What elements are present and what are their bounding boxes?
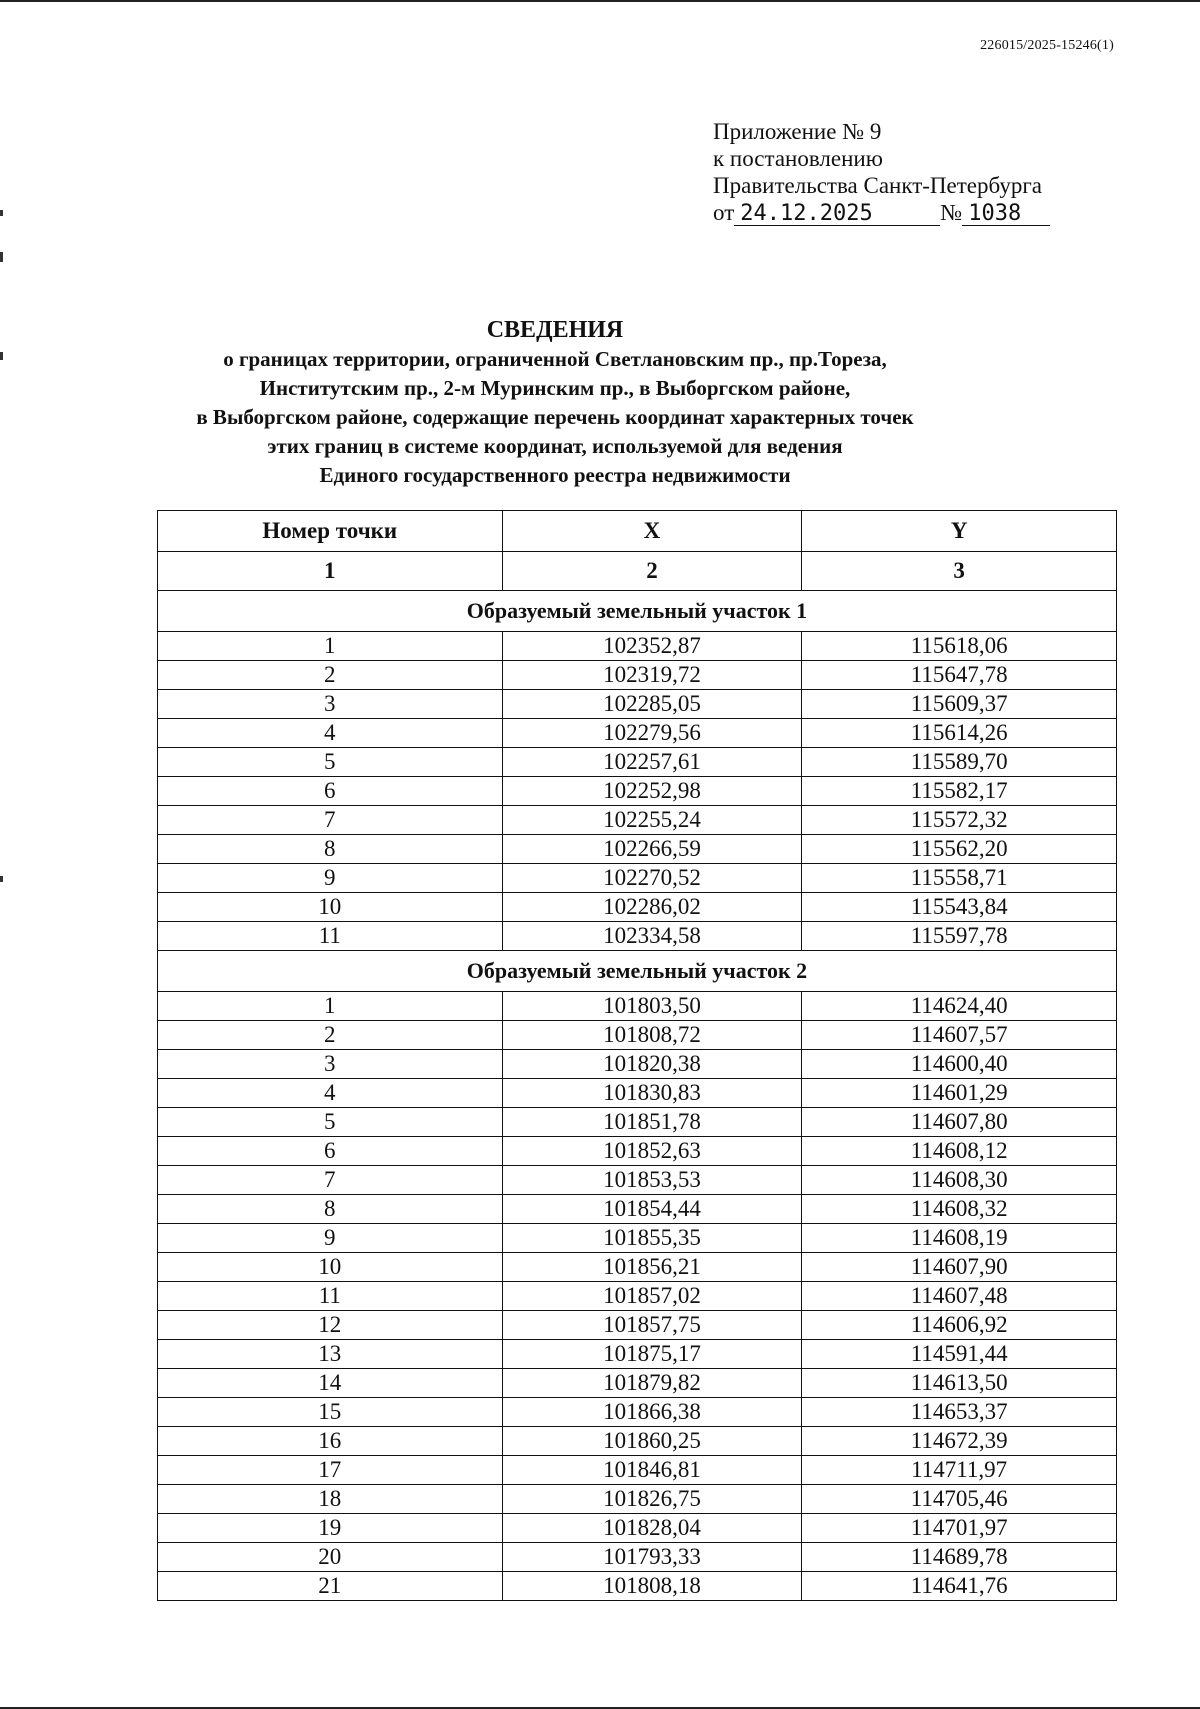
point-number-cell: 16 xyxy=(158,1427,503,1456)
y-coordinate-cell: 114607,48 xyxy=(802,1282,1117,1311)
x-coordinate-cell: 101808,18 xyxy=(502,1572,802,1601)
y-coordinate-cell: 114624,40 xyxy=(802,992,1117,1021)
table-row xyxy=(158,1079,1117,1108)
title-line-2: Институтским пр., 2-м Муринским пр., в Выборгском районе, xyxy=(259,376,851,400)
x-coordinate-cell: 102286,02 xyxy=(502,893,802,922)
x-coordinate-cell: 102334,58 xyxy=(502,922,802,951)
point-number-cell: 12 xyxy=(158,1311,503,1340)
annex-date-line xyxy=(713,199,1050,226)
x-coordinate-cell: 101808,72 xyxy=(502,1021,802,1050)
annex-line-3: Правительства Санкт-Петербурга xyxy=(713,173,1042,198)
x-coordinate-cell: 102270,52 xyxy=(502,864,802,893)
y-coordinate-cell: 114672,39 xyxy=(802,1427,1117,1456)
table-row xyxy=(158,1282,1117,1311)
y-coordinate-cell: 115543,84 xyxy=(802,893,1117,922)
title-line-1: о границах территории, ограниченной Светлановским пр., пр.Тореза, xyxy=(223,347,887,371)
table-row xyxy=(158,1543,1117,1572)
y-coordinate-cell: 114705,46 xyxy=(802,1485,1117,1514)
x-coordinate-cell: 101866,38 xyxy=(502,1398,802,1427)
x-coordinate-cell: 102266,59 xyxy=(502,835,802,864)
y-coordinate-cell: 114641,76 xyxy=(802,1572,1117,1601)
y-coordinate-cell: 114591,44 xyxy=(802,1340,1117,1369)
table-row xyxy=(158,1166,1117,1195)
table-row xyxy=(158,1195,1117,1224)
header-x: X xyxy=(502,511,802,552)
document-title: СВЕДЕНИЯ xyxy=(486,317,624,343)
scan-mark xyxy=(0,252,3,262)
table-body xyxy=(158,591,1117,1601)
table-row xyxy=(158,1224,1117,1253)
point-number-cell: 4 xyxy=(158,1079,503,1108)
point-number-cell: 6 xyxy=(158,1137,503,1166)
x-coordinate-cell: 102352,87 xyxy=(502,632,802,661)
x-coordinate-cell: 101857,75 xyxy=(502,1311,802,1340)
point-number-cell: 10 xyxy=(158,1253,503,1282)
y-coordinate-cell: 114608,32 xyxy=(802,1195,1117,1224)
table-row xyxy=(158,806,1117,835)
point-number-cell: 7 xyxy=(158,1166,503,1195)
x-coordinate-cell: 101851,78 xyxy=(502,1108,802,1137)
header-y: Y xyxy=(802,511,1117,552)
point-number-cell: 13 xyxy=(158,1340,503,1369)
x-coordinate-cell: 101846,81 xyxy=(502,1456,802,1485)
column-number-3: 3 xyxy=(802,552,1117,591)
date-prefix: от xyxy=(713,200,735,225)
y-coordinate-cell: 114600,40 xyxy=(802,1050,1117,1079)
y-coordinate-cell: 114601,29 xyxy=(802,1079,1117,1108)
y-coordinate-cell: 115558,71 xyxy=(802,864,1117,893)
point-number-cell: 9 xyxy=(158,1224,503,1253)
x-coordinate-cell: 102257,61 xyxy=(502,748,802,777)
table-row xyxy=(158,835,1117,864)
point-number-cell: 11 xyxy=(158,1282,503,1311)
column-number-1: 1 xyxy=(158,552,503,591)
title-line-4: этих границ в системе координат, используемой для ведения xyxy=(267,434,843,458)
point-number-cell: 17 xyxy=(158,1456,503,1485)
point-number-cell: 5 xyxy=(158,1108,503,1137)
x-coordinate-cell: 101803,50 xyxy=(502,992,802,1021)
point-number-cell: 1 xyxy=(158,632,503,661)
y-coordinate-cell: 114613,50 xyxy=(802,1369,1117,1398)
point-number-cell: 7 xyxy=(158,806,503,835)
header-point-number: Номер точки xyxy=(158,511,503,552)
point-number-cell: 11 xyxy=(158,922,503,951)
y-coordinate-cell: 114607,90 xyxy=(802,1253,1117,1282)
x-coordinate-cell: 102255,24 xyxy=(502,806,802,835)
y-coordinate-cell: 115597,78 xyxy=(802,922,1117,951)
x-coordinate-cell: 102319,72 xyxy=(502,661,802,690)
y-coordinate-cell: 114608,12 xyxy=(802,1137,1117,1166)
group-header-row xyxy=(158,951,1117,992)
x-coordinate-cell: 101853,53 xyxy=(502,1166,802,1195)
column-number-2: 2 xyxy=(502,552,802,591)
y-coordinate-cell: 114689,78 xyxy=(802,1543,1117,1572)
title-line-5: Единого государственного реестра недвижимости xyxy=(319,463,791,487)
land-plot-title: Образуемый земельный участок 1 xyxy=(158,591,1117,632)
y-coordinate-cell: 114606,92 xyxy=(802,1311,1117,1340)
x-coordinate-cell: 101820,38 xyxy=(502,1050,802,1079)
point-number-cell: 9 xyxy=(158,864,503,893)
x-coordinate-cell: 101856,21 xyxy=(502,1253,802,1282)
table-row xyxy=(158,1369,1117,1398)
y-coordinate-cell: 115618,06 xyxy=(802,632,1117,661)
top-scan-edge xyxy=(0,0,1200,2)
table-row xyxy=(158,1137,1117,1166)
coordinates-table xyxy=(157,510,1117,1601)
x-coordinate-cell: 101879,82 xyxy=(502,1369,802,1398)
point-number-cell: 1 xyxy=(158,992,503,1021)
y-coordinate-cell: 114608,19 xyxy=(802,1224,1117,1253)
x-coordinate-cell: 101857,02 xyxy=(502,1282,802,1311)
point-number-cell: 20 xyxy=(158,1543,503,1572)
table-row xyxy=(158,777,1117,806)
x-coordinate-cell: 102279,56 xyxy=(502,719,802,748)
point-number-cell: 4 xyxy=(158,719,503,748)
point-number-cell: 21 xyxy=(158,1572,503,1601)
x-coordinate-cell: 101852,63 xyxy=(502,1137,802,1166)
table-row xyxy=(158,632,1117,661)
scan-mark xyxy=(0,876,3,882)
point-number-cell: 2 xyxy=(158,1021,503,1050)
title-line-3: в Выборгском районе, содержащие перечень координат характерных точек xyxy=(196,405,914,429)
table-row xyxy=(158,1108,1117,1137)
number-prefix: № xyxy=(940,200,963,225)
y-coordinate-cell: 114607,57 xyxy=(802,1021,1117,1050)
table-row xyxy=(158,1398,1117,1427)
land-plot-title: Образуемый земельный участок 2 xyxy=(158,951,1117,992)
document-number: 226015/2025-15246(1) xyxy=(980,38,1114,53)
y-coordinate-cell: 114607,80 xyxy=(802,1108,1117,1137)
table-row xyxy=(158,719,1117,748)
annex-line-2: к постановлению xyxy=(713,146,883,171)
table-row xyxy=(158,1572,1117,1601)
x-coordinate-cell: 102285,05 xyxy=(502,690,802,719)
y-coordinate-cell: 115572,32 xyxy=(802,806,1117,835)
table-row xyxy=(158,661,1117,690)
x-coordinate-cell: 101854,44 xyxy=(502,1195,802,1224)
annex-line-1: Приложение № 9 xyxy=(713,119,882,144)
resolution-number: 1038 xyxy=(962,203,1050,226)
y-coordinate-cell: 115609,37 xyxy=(802,690,1117,719)
point-number-cell: 6 xyxy=(158,777,503,806)
table-row xyxy=(158,864,1117,893)
x-coordinate-cell: 101830,83 xyxy=(502,1079,802,1108)
point-number-cell: 19 xyxy=(158,1514,503,1543)
y-coordinate-cell: 115582,17 xyxy=(802,777,1117,806)
column-number-row xyxy=(158,552,1117,591)
point-number-cell: 15 xyxy=(158,1398,503,1427)
point-number-cell: 10 xyxy=(158,893,503,922)
table-row xyxy=(158,922,1117,951)
table-row xyxy=(158,1427,1117,1456)
table-row xyxy=(158,690,1117,719)
y-coordinate-cell: 114711,97 xyxy=(802,1456,1117,1485)
point-number-cell: 5 xyxy=(158,748,503,777)
group-header-row xyxy=(158,591,1117,632)
y-coordinate-cell: 115647,78 xyxy=(802,661,1117,690)
table-row xyxy=(158,1514,1117,1543)
table-row xyxy=(158,1311,1117,1340)
point-number-cell: 8 xyxy=(158,1195,503,1224)
y-coordinate-cell: 115562,20 xyxy=(802,835,1117,864)
table-row xyxy=(158,748,1117,777)
x-coordinate-cell: 101793,33 xyxy=(502,1543,802,1572)
table-header-row xyxy=(158,511,1117,552)
scan-mark xyxy=(0,210,3,216)
y-coordinate-cell: 114608,30 xyxy=(802,1166,1117,1195)
y-coordinate-cell: 114701,97 xyxy=(802,1514,1117,1543)
x-coordinate-cell: 101826,75 xyxy=(502,1485,802,1514)
x-coordinate-cell: 101828,04 xyxy=(502,1514,802,1543)
point-number-cell: 18 xyxy=(158,1485,503,1514)
y-coordinate-cell: 114653,37 xyxy=(802,1398,1117,1427)
x-coordinate-cell: 102252,98 xyxy=(502,777,802,806)
table-row xyxy=(158,1050,1117,1079)
table-row xyxy=(158,1340,1117,1369)
x-coordinate-cell: 101875,17 xyxy=(502,1340,802,1369)
table-row xyxy=(158,992,1117,1021)
table-row xyxy=(158,1456,1117,1485)
table-row xyxy=(158,1253,1117,1282)
table-row xyxy=(158,893,1117,922)
table-row xyxy=(158,1485,1117,1514)
resolution-date: 24.12.2025 xyxy=(734,203,940,226)
x-coordinate-cell: 101855,35 xyxy=(502,1224,802,1253)
document-title-block xyxy=(0,315,1200,490)
y-coordinate-cell: 115589,70 xyxy=(802,748,1117,777)
point-number-cell: 3 xyxy=(158,1050,503,1079)
table-row xyxy=(158,1021,1117,1050)
annex-block xyxy=(713,118,1050,226)
point-number-cell: 14 xyxy=(158,1369,503,1398)
point-number-cell: 3 xyxy=(158,690,503,719)
point-number-cell: 2 xyxy=(158,661,503,690)
y-coordinate-cell: 115614,26 xyxy=(802,719,1117,748)
point-number-cell: 8 xyxy=(158,835,503,864)
x-coordinate-cell: 101860,25 xyxy=(502,1427,802,1456)
